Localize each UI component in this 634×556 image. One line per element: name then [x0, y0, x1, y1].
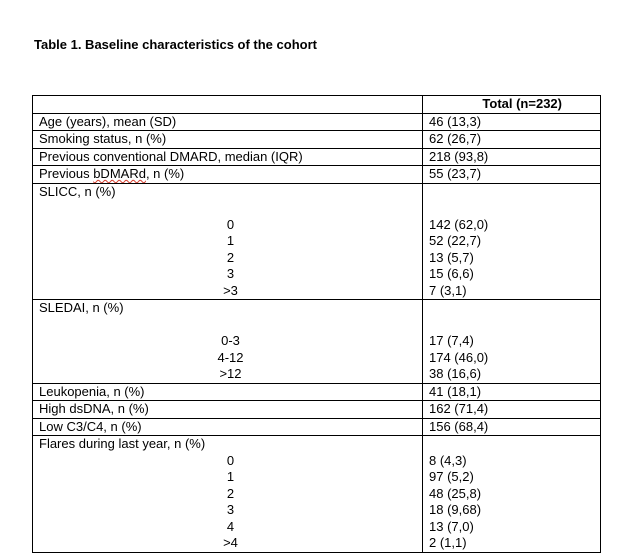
group-label-flares: [33, 436, 423, 553]
row-label-bdmard: [33, 166, 423, 184]
table-row: [33, 148, 601, 166]
row-value-bdmard: 55 (23,7): [423, 166, 601, 184]
sledai-heading: SLEDAI, n (%): [39, 300, 124, 315]
flares-value: 48 (25,8): [429, 485, 482, 501]
spacer: [429, 436, 600, 453]
label-suffix: , n (%): [145, 166, 185, 181]
row-value-leukopenia: 41 (18,1): [423, 383, 601, 401]
table-title: Table 1. Baseline characteristics of the cohort: [34, 37, 317, 52]
sledai-value: 38 (16,6): [429, 366, 482, 381]
slicc-category: >3: [223, 282, 238, 298]
baseline-characteristics-table: [32, 95, 601, 553]
slicc-category: 2: [226, 249, 235, 265]
sledai-value: 174 (46,0): [429, 349, 489, 365]
flares-heading: Flares during last year, n (%): [39, 436, 206, 451]
table-row-group-slicc: [33, 183, 601, 300]
sledai-category: >12: [219, 366, 242, 381]
slicc-category: 0: [226, 216, 235, 232]
slicc-category: 1: [226, 233, 235, 248]
slicc-heading: SLICC, n (%): [39, 183, 116, 199]
slicc-value: 142 (62,0): [429, 216, 489, 232]
flares-category: 1: [226, 469, 235, 484]
spacer: [39, 200, 422, 217]
group-label-sledai: [33, 300, 423, 384]
group-label-slicc: [33, 183, 423, 300]
flares-category: 3: [226, 502, 235, 517]
slicc-value: 13 (5,7): [429, 249, 474, 265]
row-value-age: 46 (13,3): [423, 113, 601, 131]
sledai-value: 17 (7,4): [429, 333, 474, 348]
header-cell-total: Total (n=232): [423, 96, 601, 114]
group-values-slicc: [423, 183, 601, 300]
flares-category: 0: [226, 452, 235, 468]
table-row: [33, 401, 601, 419]
flares-value: 8 (4,3): [429, 452, 467, 468]
row-label-smoking: Smoking status, n (%): [33, 131, 423, 149]
table-row: [33, 131, 601, 149]
spacer: [39, 317, 422, 334]
row-value-smoking: 62 (26,7): [423, 131, 601, 149]
flares-value: 97 (5,2): [429, 469, 474, 484]
sledai-category: 4-12: [217, 349, 244, 365]
slicc-category: 3: [226, 266, 235, 281]
table-row-group-flares: [33, 436, 601, 553]
table-row: [33, 418, 601, 436]
flares-value: 18 (9,68): [429, 502, 482, 517]
slicc-value: 7 (3,1): [429, 282, 467, 298]
flares-value: 13 (7,0): [429, 518, 474, 534]
header-cell-empty: [33, 96, 423, 114]
row-label-age: Age (years), mean (SD): [33, 113, 423, 131]
flares-value: 2 (1,1): [429, 535, 467, 550]
flares-category: 4: [226, 518, 235, 534]
table-row: [33, 113, 601, 131]
row-value-high-dsdna: 162 (71,4): [423, 401, 601, 419]
table-row-group-sledai: [33, 300, 601, 384]
spacer: [429, 300, 600, 333]
sledai-category: 0-3: [221, 333, 240, 348]
row-label-low-c3c4: Low C3/C4, n (%): [33, 418, 423, 436]
row-label-high-dsdna: High dsDNA, n (%): [33, 401, 423, 419]
table-row: [33, 383, 601, 401]
row-label-conventional-dmard: Previous conventional DMARD, median (IQR): [33, 148, 423, 166]
table-row: [33, 166, 601, 184]
table-header-row: [33, 96, 601, 114]
flares-category: 2: [226, 485, 235, 501]
slicc-value: 15 (6,6): [429, 266, 474, 281]
label-prefix: Previous: [39, 166, 94, 181]
group-values-flares: [423, 436, 601, 553]
spellcheck-marked-word: bDMARd: [93, 166, 146, 181]
row-value-low-c3c4: 156 (68,4): [423, 418, 601, 436]
row-value-conventional-dmard: 218 (93,8): [423, 148, 601, 166]
flares-category: >4: [223, 535, 238, 550]
row-label-leukopenia: Leukopenia, n (%): [33, 383, 423, 401]
slicc-value: 52 (22,7): [429, 233, 482, 248]
spacer: [429, 184, 600, 217]
group-values-sledai: [423, 300, 601, 384]
